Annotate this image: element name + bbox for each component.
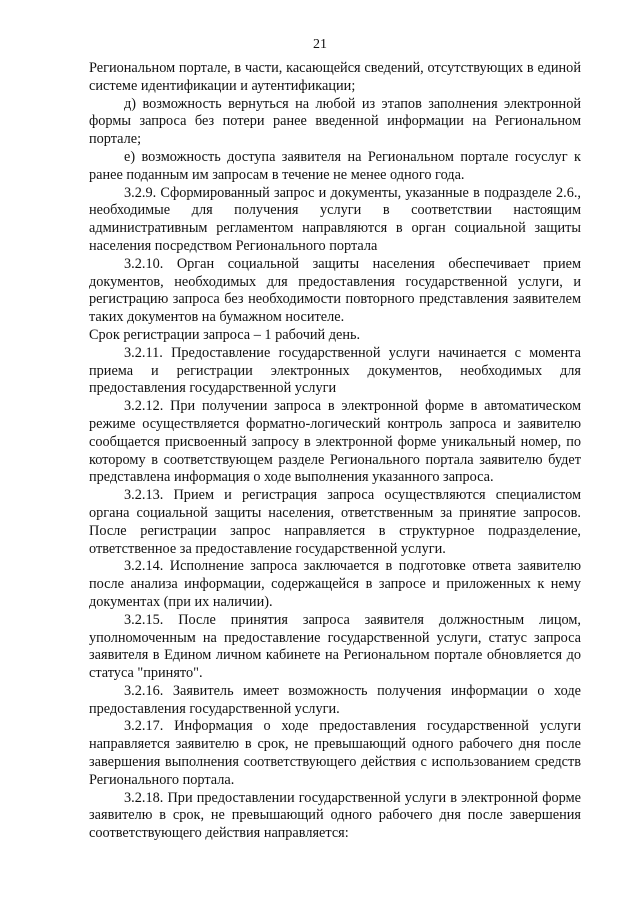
paragraph: Региональном портале, в части, касающейся сведений, отсутствующих в единой системе идентификации и аутентификации;	[89, 60, 581, 94]
paragraph: Срок регистрации запроса – 1 рабочий день.	[89, 326, 361, 343]
document-body	[89, 60, 581, 843]
paragraph: 3.2.15. После принятия запроса заявителя должностным лицом, уполномоченным на предоставление государственной услуги, статус запроса заявителя в Едином личном кабинете на Региональном портале обновляется до статуса "принято".	[89, 611, 581, 682]
paragraph: е) возможность доступа заявителя на Региональном портале госуслуг к ранее поданным им запросам в течение не менее одного года.	[89, 148, 581, 183]
paragraph: 3.2.18. При предоставлении государственной услуги в электронной форме заявителю в срок, не превышающий одного рабочего дня после завершения соответствующего действия направляется:	[89, 789, 581, 842]
paragraph: 3.2.11. Предоставление государственной услуги начинается с момента приема и регистрации электронных документов, необходимых для предоставления государственной услуги	[89, 344, 581, 397]
paragraph: д) возможность вернуться на любой из этапов заполнения электронной формы запроса без потери ранее введенной информации на Региональном портале;	[89, 95, 581, 148]
paragraph: 3.2.13. Прием и регистрация запроса осуществляются специалистом органа социальной защиты населения, ответственным за принятие запросов. После регистрации запрос направляется в структурное подразделение, ответственное за предоставление государственной услуги.	[89, 487, 581, 557]
paragraph: 3.2.12. При получении запроса в электронной форме в автоматическом режиме осуществляется форматно-логический контроль запроса и заявителю сообщается присвоенный запросу в электронной форме уникальный номер, по которому в соответствующем разделе Регионального портала заявителю будет представлена информация о ходе выполнения указанного запроса.	[89, 398, 581, 486]
paragraph: 3.2.16. Заявитель имеет возможность получения информации о ходе предоставления государственной услуги.	[89, 682, 581, 717]
paragraph: 3.2.9. Сформированный запрос и документы, указанные в подразделе 2.6., необходимые для получения услуги в соответствии настоящим административным регламентом направляются в орган социальной защиты населения посредством Регионального портала	[89, 184, 581, 254]
page-number: 21	[313, 37, 327, 52]
paragraph: 3.2.14. Исполнение запроса заключается в подготовке ответа заявителю после анализа информации, содержащейся в запросе и приложенных к нему документах (при их наличии).	[89, 558, 581, 610]
paragraph: 3.2.10. Орган социальной защиты населения обеспечивает прием документов, необходимых для предоставления государственной услуги, и регистрацию запроса без необходимости повторного представления заявителем таких документов на бумажном носителе.	[89, 255, 581, 326]
paragraph: 3.2.17. Информация о ходе предоставления государственной услуги направляется заявителю в срок, не превышающий одного рабочего дня после завершения выполнения соответствующего действия с использованием средств Регионального портала.	[89, 718, 581, 788]
